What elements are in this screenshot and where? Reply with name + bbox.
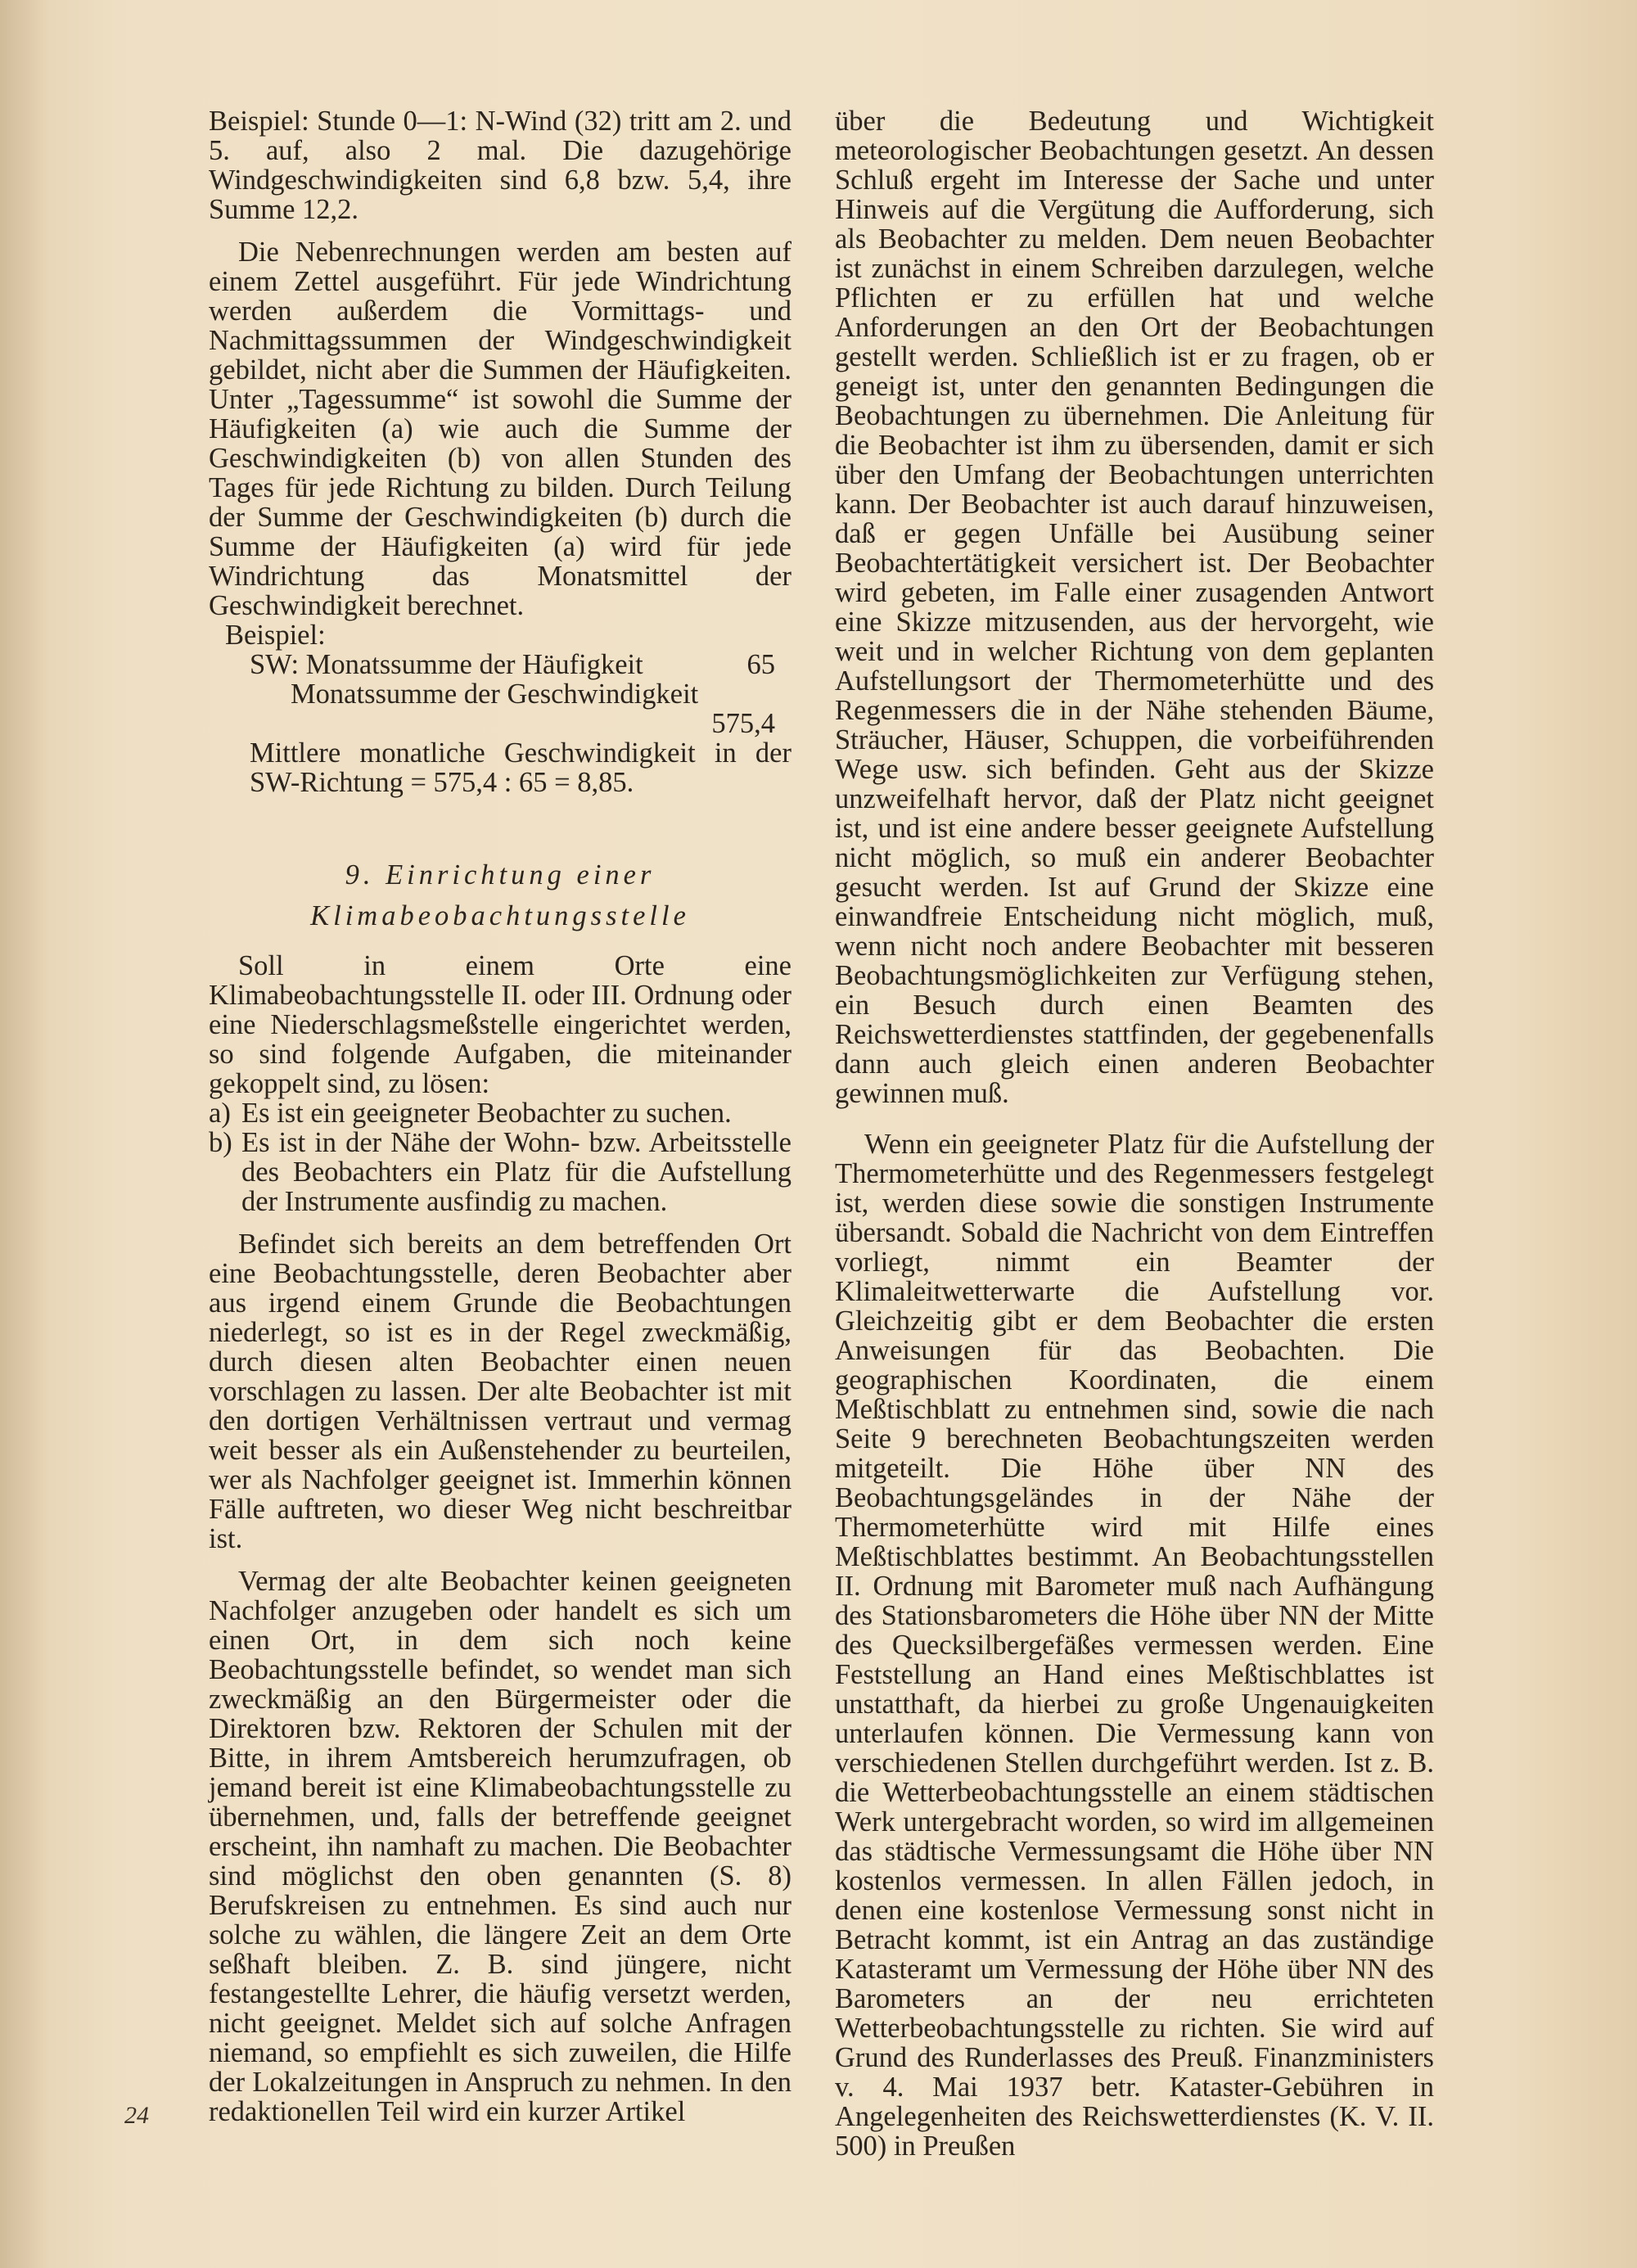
example-mean: Mittlere monatliche Geschwindigkeit in der SW-Richtung = 575,4 : 65 = 8,85. [250, 737, 791, 798]
example-sw-row-1 [209, 650, 791, 679]
page-number: 24 [124, 2102, 149, 2129]
paragraph-ueber: über die Bedeutung und Wichtigkeit meteorologischer Beobachtungen gesetzt. An dessen Schluß ergeht im Interesse der Sache und unter Hinweis auf die Vergütung die Aufforderung, sich als Beobachter zu melden. Dem neuen Beobachter ist zunächst in einem Schreiben darzulegen, welche Pflichten er zu erfüllen hat und welche Anforderungen an den Ort der Beobachtungen gestellt werden. Schließlich ist er zu fragen, ob er geneigt ist, unter den genannten Bedingungen die Beobachtungen zu übernehmen. Die Anleitung für die Beobachter ist ihm zu übersenden, damit er sich über den Umfang der Beobachtungen unterrichten kann. Der Beobachter ist auch darauf hinzuweisen, daß er gegen Unfälle bei Ausübung seiner Beobachtertätigkeit versichert ist. Der Beobachter wird gebeten, im Falle einer zusagenden Antwort eine Skizze mitzusenden, aus der hervorgeht, wie weit und in welcher Richtung von dem geplanten Aufstellungsort der Thermometerhütte und des Regenmessers die in der Nähe stehenden Bäume, Sträucher, Häuser, Schuppen, die vorbeiführenden Wege usw. sich befinden. Geht aus der Skizze unzweifelhaft hervor, daß der Platz nicht geeignet ist, und ist eine andere besser geeignete Aufstellung nicht möglich, so muß ein anderer Beobachter gesucht werden. Ist auf Grund der Skizze eine einwandfreie Entscheidung nicht möglich, muß, wenn nicht noch andere Beobachter mit besseren Beobachtungsmöglichkeiten zur Verfügung stehen, ein Besuch durch einen Beamten des Reichswetterdienstes stattfinden, der gegebenenfalls dann auch gleich einen anderen Beobachter gewinnen muß. [835, 106, 1434, 1109]
right-column [835, 106, 1434, 2161]
list-item-a-text: Es ist ein geeigneter Beobachter zu suchen. [241, 1098, 732, 1129]
list-item-b-marker: b) [209, 1127, 232, 1158]
example-sw-value-1: 65 [746, 649, 775, 680]
list-item-b-text: Es ist in der Nähe der Wohn- bzw. Arbeitsstelle des Beobachters ein Platz für die Aufstellung der Instrumente ausfindig zu machen. [241, 1127, 791, 1217]
left-column [209, 106, 791, 2126]
section-heading-line-2: Klimabeobachtungsstelle [310, 900, 690, 931]
section-heading-line-1: 9. Einrichtung einer [345, 859, 656, 891]
example-wind-paragraph: Beispiel: Stunde 0—1: N-Wind (32) tritt am 2. und 5. auf, also 2 mal. Die dazugehörige Windgeschwindigkeiten sind 6,8 bzw. 5,4, ihre Summe 12,2. [209, 106, 791, 225]
paragraph-nebenrechnungen: Die Nebenrechnungen werden am besten auf einem Zettel ausgeführt. Für jede Windrichtung werden außerdem die Vormittags- und Nachmittagssummen der Windgeschwindigkeit gebildet, nicht aber die Summen der Häufigkeiten. Unter „Tagessumme“ ist sowohl die Summe der Häufigkeiten (a) wie auch die Summe der Geschwindigkeiten (b) von allen Stunden des Tages für jede Richtung zu bilden. Durch Teilung der Summe der Geschwindigkeiten (b) durch die Summe der Häufigkeiten (a) wird für jede Windrichtung das Monatsmittel der Geschwindigkeit berechnet. [209, 237, 791, 621]
list-item-a-marker: a) [209, 1098, 231, 1129]
list-item-b [209, 1128, 791, 1216]
example-sw-text-1: SW: Monatssumme der Häufigkeit [250, 649, 643, 680]
example-label: Beispiel: [225, 620, 326, 651]
example-sw-value-2: 575,4 [711, 708, 775, 739]
paragraph-wenn: Wenn ein geeigneter Platz für die Aufstellung der Thermometerhütte und des Regenmessers festgelegt ist, werden diese sowie die sonstigen Instrumente übersandt. Sobald die Nachricht von dem Eintreffen vorliegt, nimmt ein Beamter der Klimaleitwetterwarte die Aufstellung vor. Gleichzeitig gibt er dem Beobachter die ersten Anweisungen für das Beobachten. Die geographischen Koordinaten, die einem Meßtischblatt zu entnehmen sind, sowie die nach Seite 9 berechneten Beobachtungszeiten werden mitgeteilt. Die Höhe über NN des Beobachtungsgeländes in der Nähe der Thermometerhütte wird mit Hilfe eines Meßtischblattes bestimmt. An Beobachtungsstellen II. Ordnung mit Barometer muß nach Aufhängung des Stationsbarometers die Höhe über NN der Mitte des Quecksilbergefäßes vermessen werden. Eine Feststellung an Hand eines Meßtischblattes ist unstatthaft, da hierbei zu große Ungenauigkeiten unterlaufen können. Die Vermessung kann von verschiedenen Stellen durchgeführt werden. Ist z. B. die Wetterbeobachtungsstelle an einem städtischen Werk untergebracht worden, so wird im allgemeinen das städtische Vermessungsamt die Höhe über NN kostenlos vermessen. In allen Fällen jedoch, in denen eine kostenlose Vermessung sonst nicht in Betracht kommt, ist ein Antrag an das zuständige Katasteramt um Vermessung der Höhe über NN des Barometers an der neu errichteten Wetterbeobachtungsstelle zu richten. Sie wird auf Grund des Runderlasses des Preuß. Finanzministers v. 4. Mai 1937 betr. Kataster-Gebühren in Angelegenheiten des Reichswetterdienstes (K. V. II. 500) in Preußen [835, 1129, 1434, 2162]
section-heading [209, 854, 791, 936]
paragraph-befindet: Befindet sich bereits an dem betreffenden Ort eine Beobachtungsstelle, deren Beobachter aber aus irgend einem Grunde die Beobachtungen niederlegt, so ist es in der Regel zweckmäßig, durch diesen alten Beobachter einen neuen vorschlagen zu lassen. Der alte Beobachter ist mit den dortigen Verhältnissen vertraut und vermag weit besser als ein Außenstehender zu beurteilen, wer als Nachfolger geeignet ist. Immerhin können Fälle auftreten, wo dieser Weg nicht beschreitbar ist. [209, 1229, 791, 1554]
example-sw-text-2: Monatssumme der Geschwindigkeit [291, 679, 699, 710]
paragraph-vermag: Vermag der alte Beobachter keinen geeigneten Nachfolger anzugeben oder handelt es sich um einen Ort, in dem sich noch keine Beobachtungsstelle befindet, so wendet man sich zweckmäßig an den Bürgermeister oder die Direktoren bzw. Rektoren der Schulen mit der Bitte, in ihrem Amtsbereich herumzufragen, ob jemand bereit ist eine Klimabeobachtungsstelle zu übernehmen, und, falls der betreffende geeignet erscheint, ihn namhaft zu machen. Die Beobachter sind möglichst den oben genannten (S. 8) Berufskreisen zu entnehmen. Es sind auch nur solche zu wählen, die längere Zeit an dem Orte seßhaft bleiben. Z. B. sind jüngere, nicht festangestellte Lehrer, die häufig versetzt werden, nicht geeignet. Meldet sich auf solche Anfragen niemand, so empfiehlt es sich zuweilen, die Hilfe der Lokalzeitungen in Anspruch zu nehmen. In den redaktionellen Teil wird ein kurzer Artikel [209, 1566, 791, 2127]
page-edge-shadow [0, 0, 49, 2268]
paragraph-soll: Soll in einem Orte eine Klimabeobachtungsstelle II. oder III. Ordnung oder eine Niederschlagsmeßstelle eingerichtet werden, so sind folgende Aufgaben, die miteinander gekoppelt sind, zu lösen: [209, 950, 791, 1099]
list-item-a [209, 1098, 791, 1128]
